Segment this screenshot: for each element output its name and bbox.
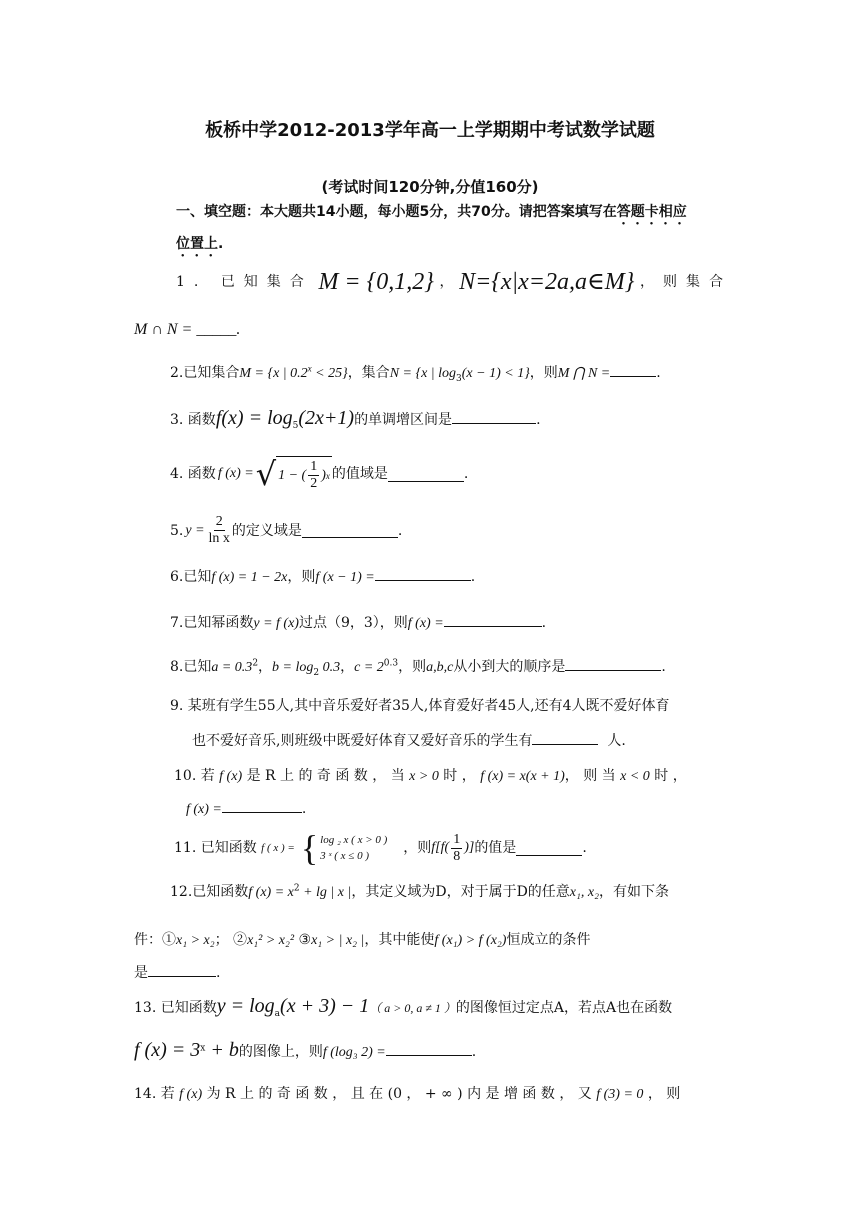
answer-blank <box>444 612 542 627</box>
question-11: 11. 已知函数 f ( x ) = { log ₂ x ( x > 0 ) 3 ˣ ( x ≤ 0 ) ，则 f[f( $\frac{1}{8}$ )] 的值是 . <box>174 828 587 868</box>
question-4: 4. 函数 f (x) = √ 1 − ( $\frac{1}{2}$ ) x 的值域是 . <box>170 455 469 493</box>
q1-set-n: N={x|x=2a,a∈M} <box>459 269 635 295</box>
answer-blank <box>610 362 656 377</box>
question-3: 3. 函数$f(x) = \log_5(2x+1)$的单调增区间是 . <box>170 407 541 431</box>
q1-line2: M ∩ N = _____. <box>134 321 241 338</box>
question-13-line2: f $(x) = 3^x + b$的图像上，则f (log₃ 2) = . <box>134 1039 477 1061</box>
answer-blank <box>222 798 302 813</box>
question-8: 8.已知$a = 0.3^2$，$b = \log_2 0.3$，$c = 2^{0.3}$，则a,b,c从小到大的顺序是 . <box>170 656 666 678</box>
question-5: 5. y = $\frac{2}{\text{ln x}}$ 的定义域是 . <box>170 514 403 546</box>
exam-title: 板桥中学2012-2013学年高一上学期期中考试数学试题 <box>205 120 655 141</box>
answer-blank <box>452 409 536 424</box>
question-10-line2: f (x) = . <box>186 798 306 820</box>
question-2: 2.已知集合M = {x | $0.2^x < 25$}，集合N = {x | $\log_3(x - 1) < 1$}，则M ⋂ N = . <box>170 363 661 384</box>
answer-blank <box>302 523 398 538</box>
question-12-line2: 件：①x₁ > x₂； ②x₁² > x₂² ③x₁ > | x₂ |，其中能使f (x₁) > f (x₂)恒成立的条件 <box>134 932 591 948</box>
answer-blank <box>516 841 582 856</box>
question-9-line2: 也不爱好音乐,则班级中既爱好体育又爱好音乐的学生有 人. <box>192 730 626 751</box>
question-7: 7.已知幂函数y = f (x)过点（9，3），则f (x) = . <box>170 612 546 634</box>
answer-blank <box>565 656 661 671</box>
question-12-line3: 是 . <box>134 962 220 983</box>
answer-blank <box>532 730 598 745</box>
question-14: 14. 若 f (x) 为 R 上 的 奇 函 数 ， 且 在 (0 ， + ∞ ) 内 是 增 函 数 ， 又 f (3) = 0 ， 则 <box>134 1086 681 1102</box>
section-heading: 一、填空题：本大题共14小题，每小题5分，共70分。请把答案填写在答题卡相应 <box>176 204 687 220</box>
question-13: 13. 已知函数$y = \log_a(x + 3) - 1$（ a > 0, a ≠ 1 ）的图像恒过定点A，若点A也在函数 <box>134 995 673 1019</box>
answer-blank <box>386 1041 472 1056</box>
question-6: 6.已知f (x) = 1 − 2x，则f (x − 1) = . <box>170 566 475 588</box>
question-10: 10. 若 f (x) 是 R 上 的 奇 函 数 ， 当 x > 0 时 ， f (x) = x(x + 1)， 则 当 x < 0 时 ， <box>174 768 687 784</box>
piecewise-function: { log ₂ x ( x > 0 ) 3 ˣ ( x ≤ 0 ) <box>300 828 388 868</box>
section-heading-line2: 位置上. <box>176 236 224 252</box>
question-9: 9. 某班有学生55人,其中音乐爱好者35人,体育爱好者45人,还有4人既不爱好体育 <box>170 698 670 714</box>
q1-set-m: M = {0,1,2} <box>318 269 434 295</box>
exam-subtitle: (考试时间120分钟,分值160分) <box>321 178 539 196</box>
answer-blank <box>375 566 471 581</box>
question-1: 1. 已知集合 M = {0,1,2} ， N={x|x=2a,a∈M} ，则集合 <box>176 269 732 295</box>
answer-blank <box>148 962 216 977</box>
square-root: √ 1 − ( $\frac{1}{2}$ ) x <box>255 455 330 493</box>
answer-blank <box>388 467 464 482</box>
question-12: 12.已知函数f $(x) = x^2 + \lg$ | x |，其定义域为D，对于属于D的任意x₁, x₂，有如下条 <box>170 883 669 900</box>
